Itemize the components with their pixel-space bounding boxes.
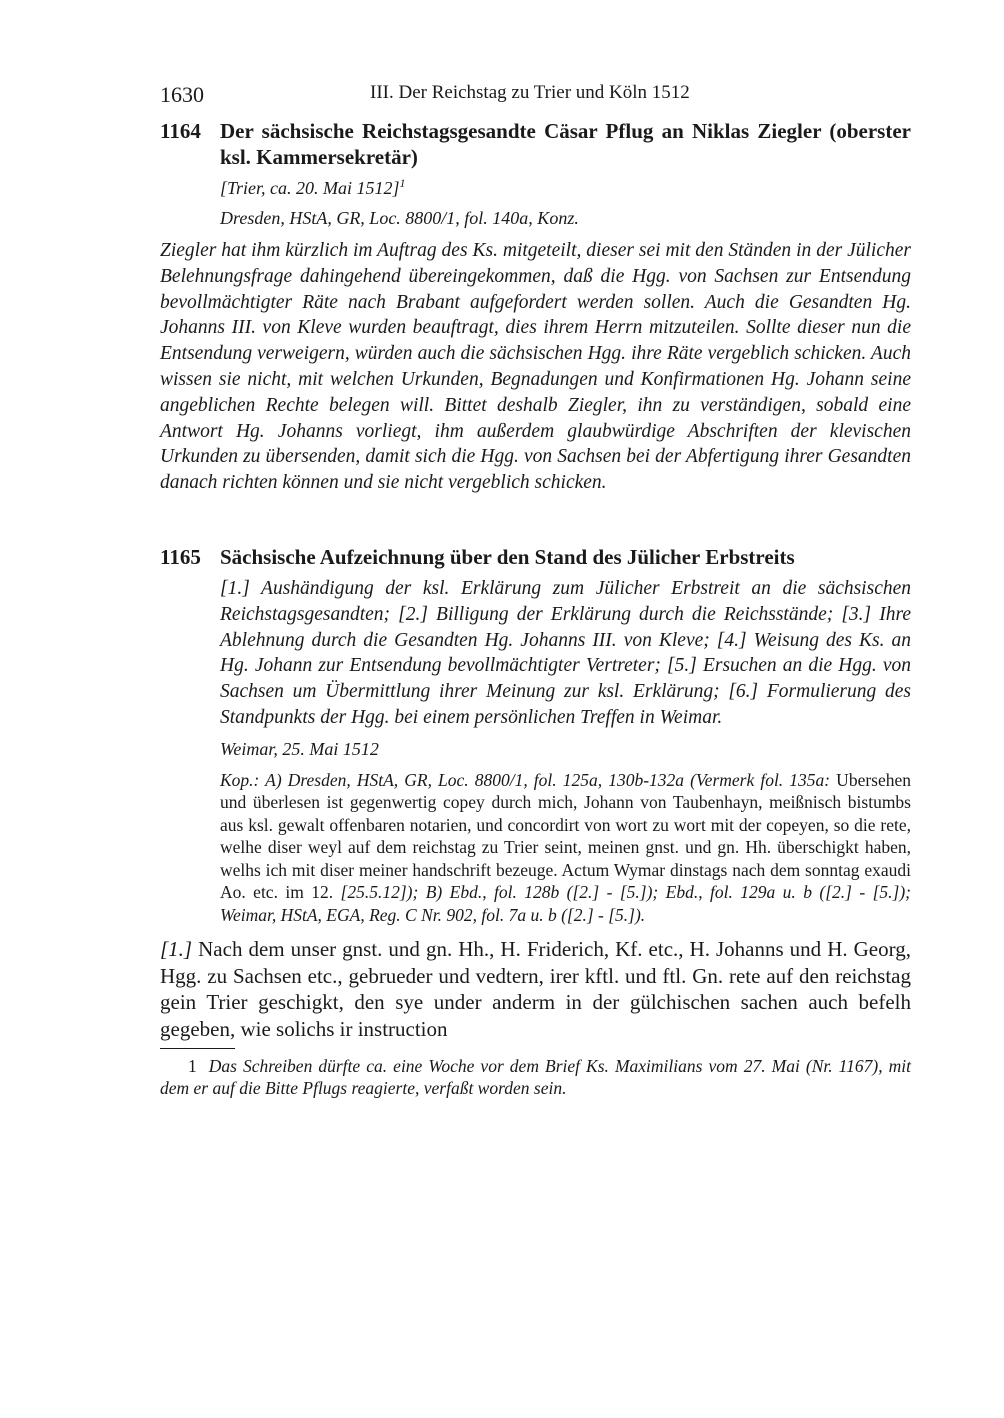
doc-1164-meta xyxy=(220,176,911,230)
doc-number: 1164 xyxy=(160,119,201,143)
section-marker: [1.] xyxy=(160,937,193,962)
doc-1165-body xyxy=(160,936,911,1042)
doc-1165-summary: [1.] Aushändigung der ksl. Erklärung zum Jülicher Erbstreit an die sächsischen Reichstagsgesandten; [2.] Billigung der Erklärung durch die Reichsstände; [3.] Ihre Ablehnung durch die Gesandten Hg. Johanns III. von Kleve; [4.] Weisung des Ks. an Hg. Johann zur Entsendung bevollmächtigter Vertreter; [5.] Ersuchen an die Hgg. von Sachsen um Übermittlung ihrer Meinung zur ksl. Erklärung; [6.] Formulierung des Standpunkts der Hgg. bei einem persönlichen Treffen in Weimar. xyxy=(220,577,911,728)
page xyxy=(160,74,911,1117)
doc-date: Weimar, 25. Mai 1512 xyxy=(220,738,379,759)
source-suffix: [25.5.12]); B) Ebd., fol. 128b ([2.] - [5.]); Ebd., fol. 129a u. b ([2.] - [5.]); Weimar, HStA, EGA, Reg. C Nr. 902, fol. 7a u. b ([2.] - [5.]). xyxy=(220,882,911,925)
footnote-rule xyxy=(160,1048,235,1049)
doc-date: [Trier, ca. 20. Mai 1512] xyxy=(220,178,400,198)
doc-source: Dresden, HStA, GR, Loc. 8800/1, fol. 140a, Konz. xyxy=(220,208,579,228)
running-head xyxy=(160,74,911,114)
footnote-mark: 1 xyxy=(188,1056,197,1077)
footnote-ref: 1 xyxy=(399,176,406,190)
doc-title: Sächsische Aufzeichnung über den Stand des Jülicher Erbstreits xyxy=(220,544,795,569)
doc-title: Der sächsische Reichstagsgesandte Cäsar Pflug an Niklas Ziegler (oberster ksl. Kammersekretär) xyxy=(220,119,911,169)
running-title: III. Der Reichstag zu Trier und Köln 1512 xyxy=(370,82,690,103)
doc-1165-source xyxy=(220,769,911,927)
footnote-text: Das Schreiben dürfte ca. eine Woche vor dem Brief Ks. Maximilians vom 27. Mai (Nr. 1167), mit dem er auf die Bitte Pflugs reagierte, verfaßt worden sein. xyxy=(160,1056,911,1099)
footnote xyxy=(160,1055,911,1099)
doc-1164-regest: Ziegler hat ihm kürzlich im Auftrag des Ks. mitgeteilt, dieser sei mit den Ständen in der Jülicher Belehnungsfrage dahingehend übereingekommen, daß die Hgg. von Sachsen zur Entsendung bevollmächtigter Räte nach Brabant aufgefordert werden sollen. Auch die Gesandten Hg. Johanns III. von Kleve wurden beauftragt, dies ihrem Herrn mitzuteilen. Sollte dieser nun die Entsendung verweigern, würden auch die sächsischen Hgg. ihre Räte vergeblich schicken. Auch wissen sie nicht, mit welchen Urkunden, Begnadungen und Konfirmationen Hg. Johann seine angeblichen Rechte belegen will. Bittet deshalb Ziegler, ihn zu verständigen, sobald eine Antwort Hg. Johanns vorliegt, ihm außerdem glaubwürdige Abschriften der klevischen Urkunden zu übersenden, damit sich die Hgg. von Sachsen bei der Abfertigung ihrer Gesandten danach richten können und sie nicht vergeblich schicken. xyxy=(160,240,911,494)
doc-number: 1165 xyxy=(160,544,201,569)
source-prefix: Kop.: A) Dresden, HStA, GR, Loc. 8800/1, fol. 125a, 130b-132a (Vermerk fol. 135a: xyxy=(220,769,831,790)
source-quote: Ubersehen und überlesen ist gegenwertig copey durch mich, Johann von Taubenhayn, meißnisch bistumbs aus ksl. gewalt offenbaren notarien, und concordirt von wort zu wort mit der copeyen, so die rete, welhe diser weyl auf dem reichstag zu Trier seint, meinen gnst. und gn. Hh. überschigkt haben, welhs ich mit diser meiner handschrift bezeuge. Actum Wymar dinstags nach dem sonntag exaudi Ao. etc. im 12. xyxy=(220,769,912,903)
doc-date-line xyxy=(220,176,911,200)
doc-1164-heading xyxy=(160,118,911,170)
page-number: 1630 xyxy=(160,82,204,107)
body-text: Nach dem unser gnst. und gn. Hh., H. Friderich, Kf. etc., H. Johanns und H. Georg, Hgg. zu Sachsen etc., gebrueder und vedtern, irer kftl. und ftl. Gn. rete auf den reichstag gein Trier geschigkt, den sye under anderm in der gülchischen sachen auch befelh gegeben, wie solichs ir instruction xyxy=(160,937,911,1041)
doc-1165-meta xyxy=(220,737,911,761)
doc-1165-heading xyxy=(160,544,911,570)
